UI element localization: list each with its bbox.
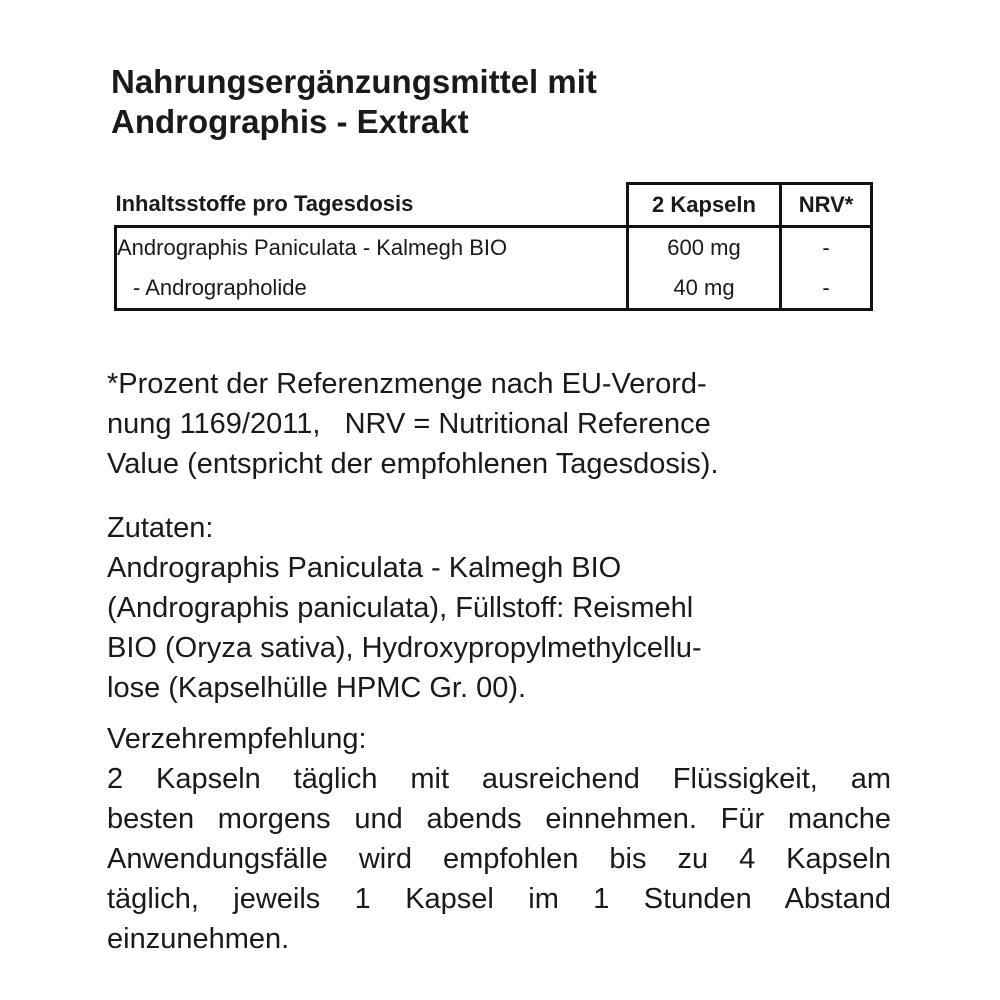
usage-line: einzunehmen.	[107, 923, 290, 955]
usage-section	[107, 719, 891, 959]
header-nrv: NRV*	[781, 184, 872, 227]
nutrition-table-container	[114, 182, 873, 311]
usage-heading: Verzehrempfehlung:	[107, 723, 367, 755]
ingredients-line: (Andrographis paniculata), Füllstoff: Reismehl	[107, 592, 694, 624]
row-2-ingredient: - Andrographolide	[116, 268, 628, 310]
usage-line: 2 Kapseln täglich mit ausreichend Flüssigkeit, am	[107, 763, 891, 795]
ingredients-line: Andrographis Paniculata - Kalmegh BIO	[107, 552, 622, 584]
footnote-line: nung 1169/2011, NRV = Nutritional Reference	[107, 408, 711, 440]
ingredients-line: lose (Kapselhülle HPMC Gr. 00).	[107, 672, 527, 704]
header-ingredients: Inhaltsstoffe pro Tagesdosis	[116, 184, 628, 227]
row-2-amount: 40 mg	[628, 268, 781, 310]
row-1-ingredient: Andrographis Paniculata - Kalmegh BIO	[116, 227, 628, 269]
usage-line: Anwendungsfälle wird empfohlen bis zu 4 Kapseln	[107, 843, 891, 875]
product-title	[111, 62, 911, 142]
nrv-footnote	[107, 364, 719, 484]
nutrition-table	[114, 182, 873, 311]
header-dose: 2 Kapseln	[628, 184, 781, 227]
usage-line: besten morgens und abends einnehmen. Für manche	[107, 803, 891, 835]
product-title-line-2: Andrographis - Extrakt	[111, 103, 469, 140]
table-row	[116, 268, 872, 310]
ingredients-heading: Zutaten:	[107, 512, 214, 544]
row-1-amount: 600 mg	[628, 227, 781, 269]
usage-line: täglich, jeweils 1 Kapsel im 1 Stunden Abstand	[107, 883, 891, 915]
footnote-line: *Prozent der Referenzmenge nach EU-Verord-	[107, 368, 707, 400]
ingredients-line: BIO (Oryza sativa), Hydroxypropylmethylcellu-	[107, 632, 702, 664]
table-row	[116, 227, 872, 269]
ingredients-section	[107, 508, 702, 708]
row-2-nrv: -	[781, 268, 872, 310]
row-1-nrv: -	[781, 227, 872, 269]
product-title-line-1: Nahrungsergänzungsmittel mit	[111, 63, 597, 100]
footnote-line: Value (entspricht der empfohlenen Tagesdosis).	[107, 448, 719, 480]
table-header-row	[116, 184, 872, 227]
